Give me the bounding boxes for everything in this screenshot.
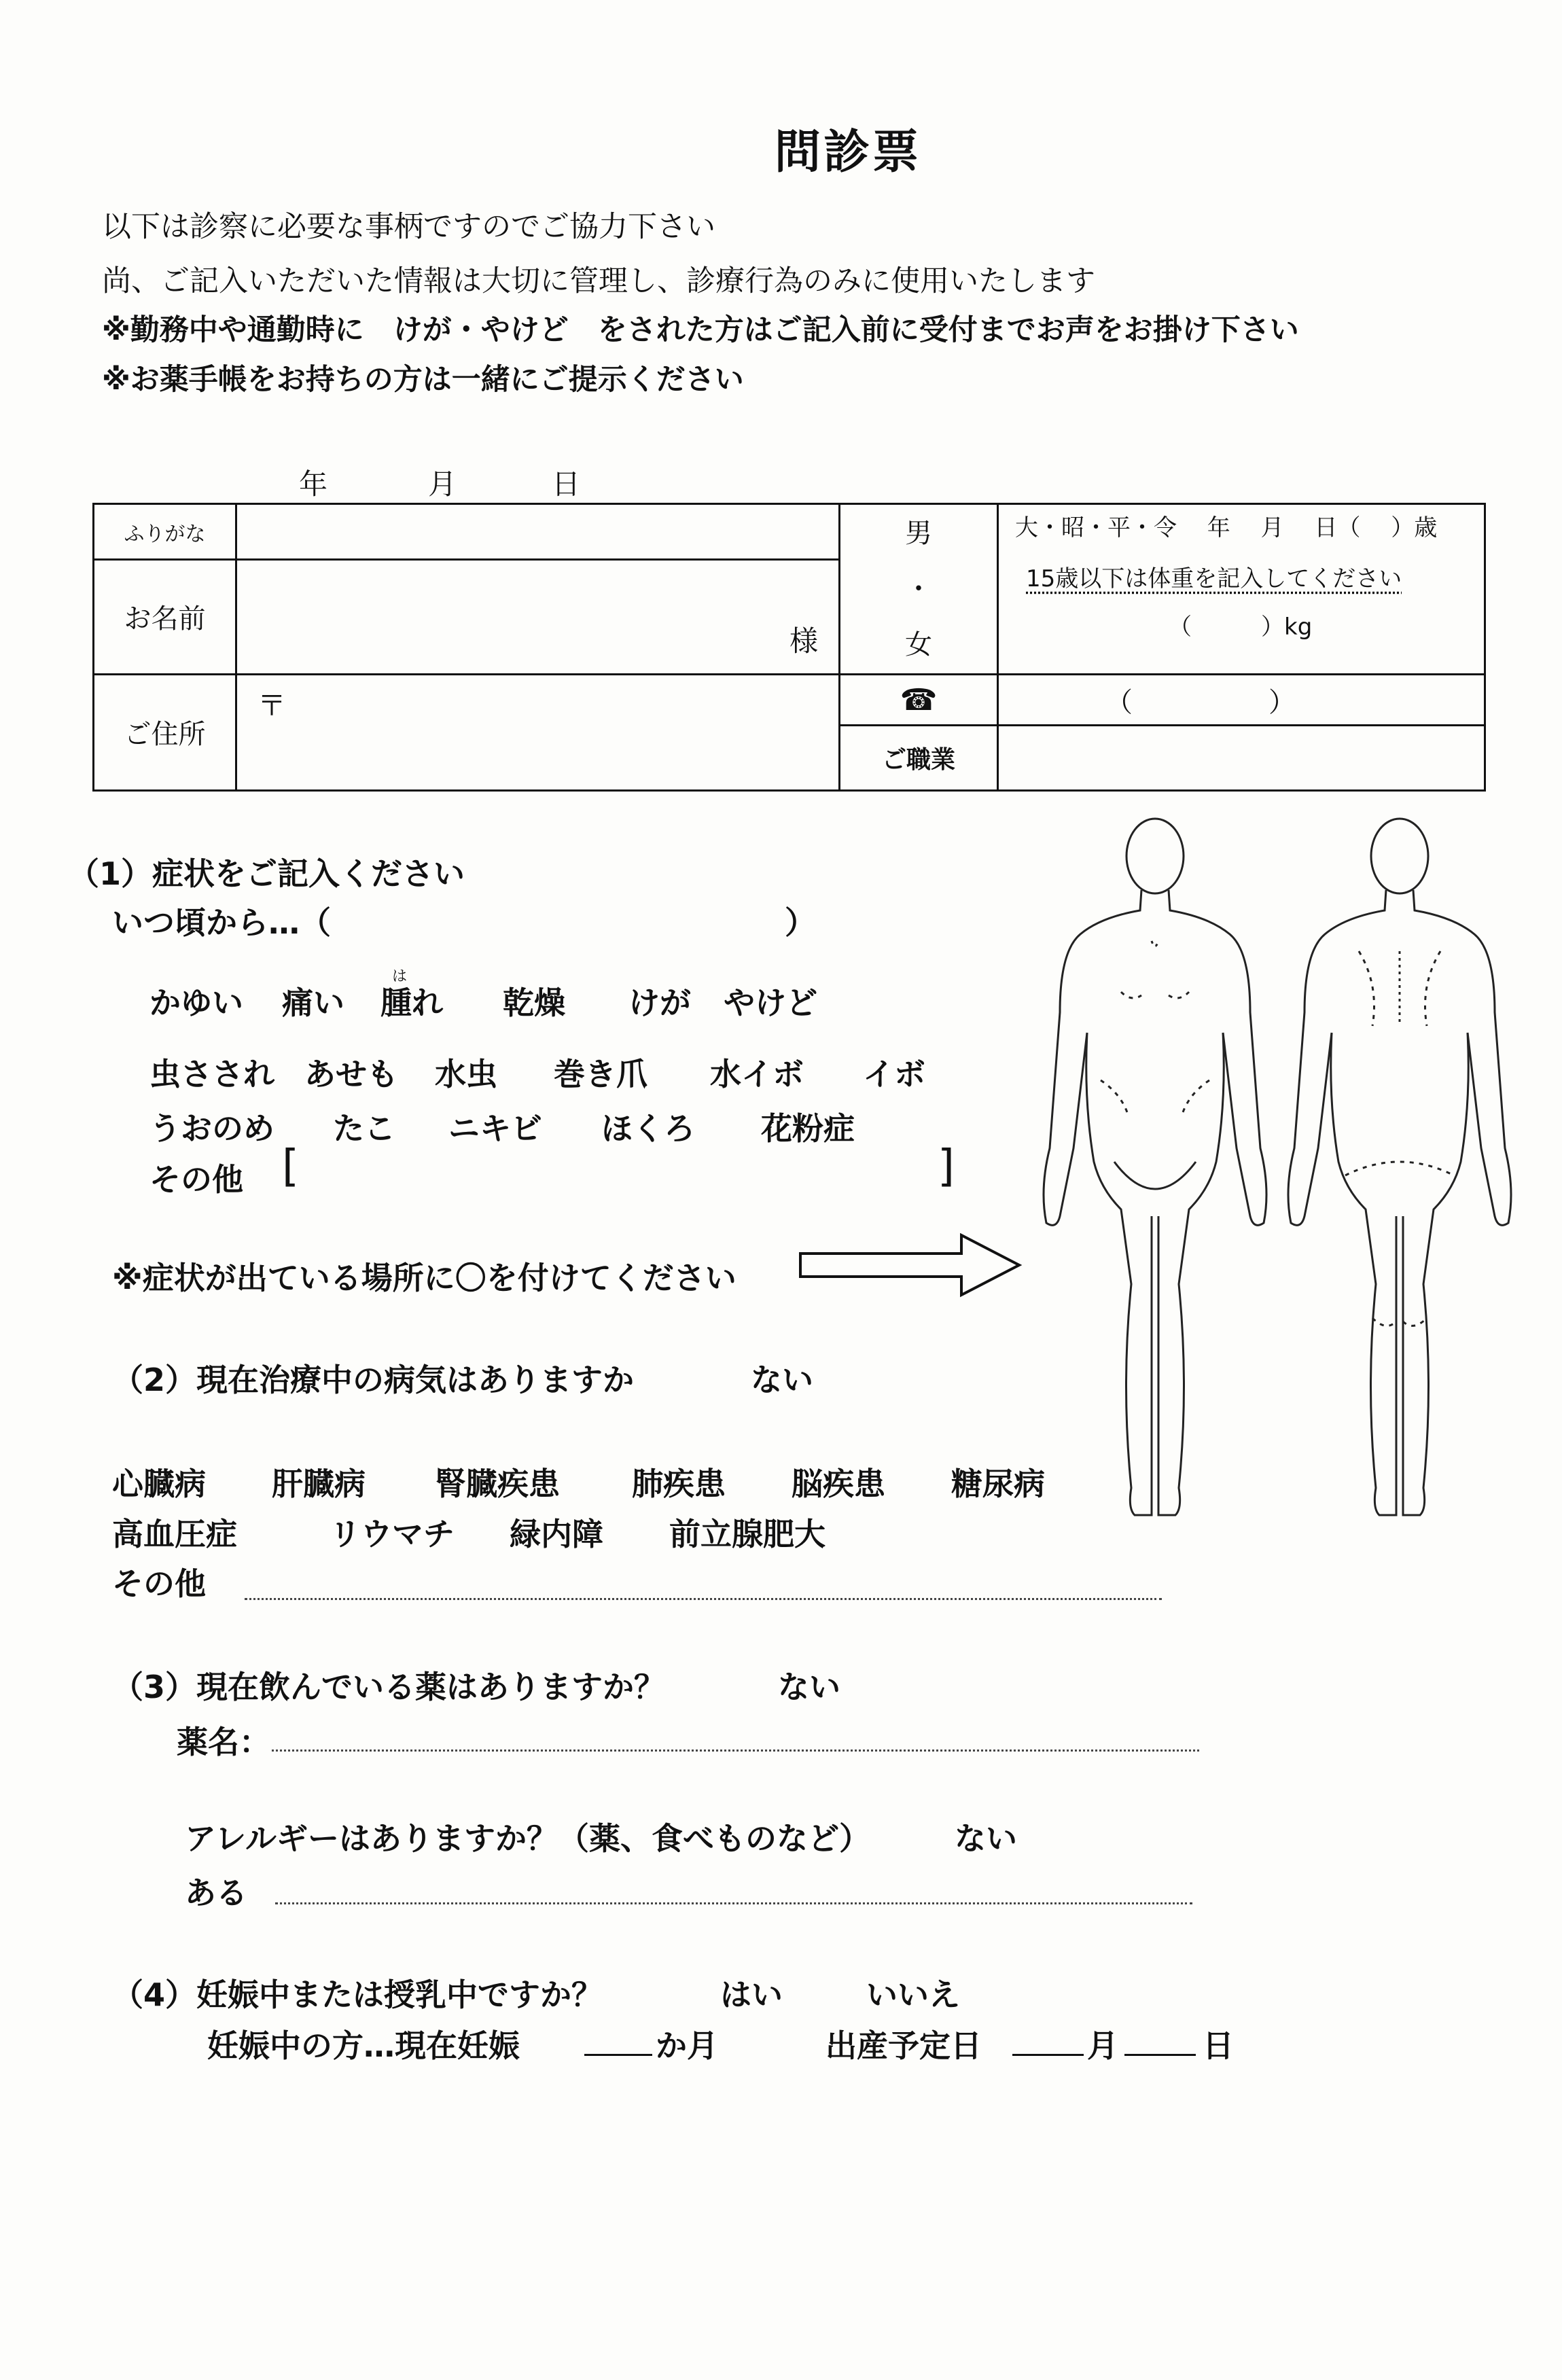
due-month-label: 月 [1087,2027,1118,2064]
symptom-molluscum[interactable]: 水イボ [710,1056,804,1093]
furigana-label: ふりがな [94,504,236,560]
name-field[interactable] [236,560,840,675]
q2-title: （2）現在治療中の病気はありますか [112,1362,635,1398]
symptom-wart[interactable]: イボ [863,1056,925,1093]
symptom-bug-bite[interactable]: 虫さされ [149,1056,274,1093]
date-year-label: 年 [299,467,328,501]
symptom-heat-rash[interactable]: あせも [304,1056,398,1093]
symptom-hay-fever[interactable]: 花粉症 [761,1110,855,1147]
due-month-field[interactable] [1012,2027,1084,2056]
disease-brain[interactable]: 脳疾患 [792,1466,885,1502]
q1-title: （1）症状をご記入ください [68,855,465,892]
symptom-other-label: その他 [149,1161,243,1198]
sex-dot: ・ [905,573,932,605]
phone-field[interactable] [998,674,1485,726]
back-body-figure [1288,819,1511,1515]
name-label: お名前 [94,560,236,675]
sex-cell[interactable] [840,504,998,675]
date-month-label: 月 [428,467,457,501]
allergy-question: アレルギーはありますか？（薬、食べものなど） [185,1820,871,1857]
address-field[interactable] [236,674,840,790]
sama-label: 様 [789,624,818,658]
allergy-yes-label[interactable]: ある [185,1875,247,1911]
allergy-detail-field[interactable] [275,1902,1192,1904]
symptom-swelling-ruby: は [392,968,408,985]
allergy-none[interactable]: ない [955,1820,1017,1857]
q4-yes[interactable]: はい [720,1976,783,2013]
sex-male[interactable]: 男 [905,517,932,549]
pregnant-label: 妊娠中の方…現在妊娠 [207,2027,520,2064]
q3-none[interactable]: ない [778,1669,840,1705]
disease-kidney[interactable]: 腎臓疾患 [435,1466,560,1502]
job-field[interactable] [998,726,1485,791]
birth-cell[interactable] [998,504,1485,675]
form-title: 問診票 [775,126,922,179]
symptom-ingrown-nail[interactable]: 巻き爪 [554,1056,647,1093]
other-bracket-open: [ [282,1141,299,1192]
symptom-corn[interactable]: うおのめ [149,1110,274,1147]
intro-line-2: 尚、ご記入いただいた情報は大切に管理し、診療行為のみに使用いたします [102,264,1095,298]
disease-lung[interactable]: 肺疾患 [632,1466,726,1502]
symptom-swelling[interactable]: 腫れ [380,984,443,1021]
symptom-other-field[interactable] [306,1148,931,1196]
disease-heart[interactable]: 心臓病 [112,1466,206,1502]
symptom-athletes-foot[interactable]: 水虫 [435,1056,497,1093]
weight-field[interactable]: （ ）kg [1169,614,1313,641]
birth-date: 大・昭・平・令 年 月 日（ ）歳 [1015,514,1438,541]
symptom-acne[interactable]: ニキビ [448,1110,542,1147]
furigana-field[interactable] [236,504,840,560]
q1-since-close: ） [785,904,816,941]
symptom-pain[interactable]: 痛い [282,984,344,1021]
job-label: ご職業 [840,726,998,791]
phone-icon: ☎ [840,674,998,726]
disease-hypertension[interactable]: 高血圧症 [112,1516,237,1552]
personal-info-table [92,503,1486,792]
date-day-label: 日 [552,467,581,501]
symptom-dryness[interactable]: 乾燥 [503,984,565,1021]
other-bracket-close: ] [938,1141,955,1192]
location-note: ※症状が出ている場所に〇を付けてください [112,1260,736,1296]
disease-prostate[interactable]: 前立腺肥大 [669,1516,826,1552]
q4-title: （4）妊娠中または授乳中ですか？ [112,1976,603,2013]
symptom-injury[interactable]: けが [628,984,691,1021]
q2-none[interactable]: ない [751,1362,813,1398]
disease-rheumatism[interactable]: リウマチ [330,1516,455,1552]
med-name-label: 薬名： [177,1724,270,1760]
weight-note: 15歳以下は体重を記入してください [1026,565,1402,592]
zip-symbol: 〒 [258,688,287,722]
disease-other-label: その他 [112,1565,206,1602]
disease-other-field[interactable] [245,1598,1162,1600]
sex-female[interactable]: 女 [905,628,932,660]
due-day-field[interactable] [1124,2027,1196,2056]
intro-line-3: ※勤務中や通勤時に けが・やけど をされた方はご記入前に受付までお声をお掛け下さい [102,313,1299,347]
q4-no[interactable]: いいえ [866,1976,960,2013]
disease-glaucoma[interactable]: 緑内障 [510,1516,603,1552]
disease-diabetes[interactable]: 糖尿病 [951,1466,1045,1502]
due-day-label: 日 [1203,2027,1234,2064]
q3-title: （3）現在飲んでいる薬はありますか？ [112,1669,666,1705]
symptom-itch[interactable]: かゆい [149,984,243,1021]
arrow-right-icon [798,1233,1023,1298]
intro-line-1: 以下は診察に必要な事柄ですのでご協力下さい [102,210,715,244]
symptom-burn[interactable]: やけど [724,984,817,1021]
med-name-field[interactable] [272,1750,1199,1752]
intro-line-4: ※お薬手帳をお持ちの方は一緒にご提示ください [102,363,744,397]
front-body-figure [1044,819,1266,1515]
months-label: か月 [656,2027,718,2064]
disease-liver[interactable]: 肝臓病 [272,1466,366,1502]
symptom-mole[interactable]: ほくろ [601,1110,695,1147]
phone-parens: （ ） [1105,686,1296,718]
body-diagram[interactable] [1019,809,1536,1576]
symptom-callus[interactable]: たこ [333,1110,395,1147]
q1-since-label: いつ頃から…（ [112,904,331,941]
due-date-label: 出産予定日 [826,2027,982,2064]
pregnant-months-field[interactable] [584,2027,652,2056]
address-label: ご住所 [94,674,236,790]
